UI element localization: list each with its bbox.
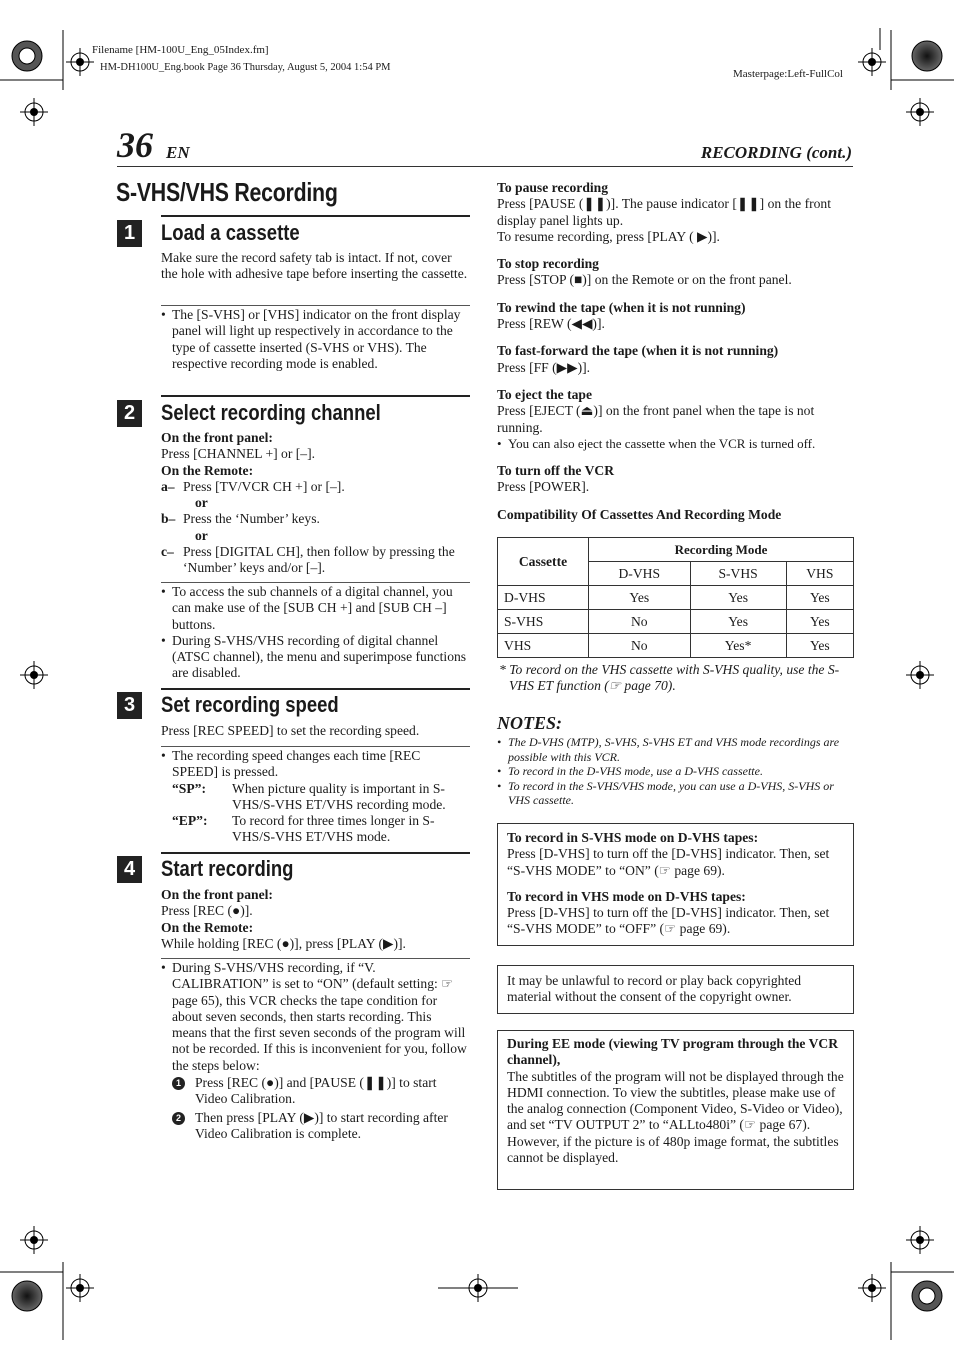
ee-mode-box — [497, 1030, 854, 1190]
pause-heading: To pause recording — [497, 180, 609, 195]
step1-body: Make sure the record safety tab is intact. If not, cover the hole with adhesive tape before inserting the cassette. — [161, 250, 468, 282]
step2-a-text: Press [TV/VCR CH +] or [–]. — [183, 478, 345, 494]
step4-rule — [161, 852, 470, 854]
step2-a-label: a– — [161, 478, 175, 494]
step4-title: Start recording — [161, 856, 294, 881]
step2-or1: or — [195, 495, 208, 511]
compat-table — [497, 537, 854, 658]
step1-rule — [161, 215, 470, 217]
note-item: • To record in the S-VHS/VHS mode, you can use a D-VHS, S-VHS or VHS cassette. — [497, 779, 849, 808]
table-col-dvhs: D-VHS — [589, 562, 691, 586]
step2-b-label: b– — [161, 511, 176, 527]
table-row-label: S-VHS — [498, 610, 589, 634]
eject-bullet: • You can also eject the cassette when the VCR is turned off. — [497, 436, 853, 452]
step3-number: 3 — [117, 692, 142, 719]
ee-mode-heading: During EE mode (viewing TV program through the VCR channel), — [507, 1036, 839, 1068]
table-col-vhs: VHS — [786, 562, 853, 586]
note-item: • To record in the D-VHS mode, use a D-VHS cassette. — [497, 764, 849, 779]
language-code: EN — [166, 143, 190, 162]
table-cell: Yes — [786, 634, 853, 658]
step2-front-label: On the front panel: — [161, 430, 273, 445]
table-cell: No — [589, 610, 691, 634]
step2-rule — [161, 395, 470, 397]
notes-title: NOTES: — [497, 713, 563, 733]
table-cell: Yes — [690, 610, 786, 634]
copyright-box — [497, 965, 854, 1014]
step2-content — [161, 430, 470, 577]
sp-label: “SP”: — [172, 780, 206, 796]
step3-rule — [161, 688, 470, 690]
table-cell: No — [589, 634, 691, 658]
table-row — [498, 586, 854, 610]
pause-text: Press [PAUSE (❚❚)]. The pause indicator [❚❚] on the front display panel lights up. — [497, 196, 831, 228]
substep1-text: Press [REC (●)] and [PAUSE (❚❚)] to start Video Calibration. — [195, 1075, 437, 1107]
step2-bullet-2: • During S-VHS/VHS recording of digital channel (ATSC channel), the menu and superimpose functions are disabled. — [161, 633, 470, 682]
notes-list — [497, 735, 849, 808]
step3-bullet-block — [161, 748, 465, 846]
table-cell: Yes — [786, 610, 853, 634]
ff-text: Press [FF (▶▶)]. — [497, 359, 591, 375]
ep-text: To record for three times longer in S-VHS/S-VHS ET/VHS mode. — [232, 813, 435, 845]
ff-heading: To fast-forward the tape (when it is not running) — [497, 343, 779, 359]
table-row-label: VHS — [498, 634, 589, 658]
step2-remote-label: On the Remote: — [161, 462, 254, 478]
eject-heading: To eject the tape — [497, 386, 593, 402]
stop-text: Press [STOP (■)] on the Remote or on the front panel. — [497, 272, 792, 288]
step2-or2: or — [195, 527, 208, 543]
table-header-cassette: Cassette — [498, 538, 589, 586]
step2-bullet-1: • To access the sub channels of a digital channel, you can make use of the [SUB CH +] and [SUB CH –] buttons. — [161, 584, 470, 633]
table-cell: Yes — [589, 586, 691, 610]
ee-mode-text: The subtitles of the program will not be displayed through the HDMI connection. To view the subtitles, please make use of the analog connection (Component Video, S-Video or Video), and set “TV OUTPUT 2” to “ALLto480i” (☞ page 67). — [507, 1068, 844, 1133]
page-number: 36 — [117, 125, 153, 165]
note-item: • The D-VHS (MTP), S-VHS, S-VHS ET and VHS mode recordings are possible with this VCR. — [497, 735, 849, 764]
table-row — [498, 634, 854, 658]
step4-bullet-block — [161, 960, 470, 1142]
step4-content — [161, 887, 470, 952]
step3-divider — [161, 746, 470, 747]
step4-front-label: On the front panel: — [161, 887, 273, 902]
table-row — [498, 610, 854, 634]
table-footnote: * To record on the VHS cassette with S-VHS quality, use the S-VHS ET function (☞ page 70). — [499, 662, 840, 694]
dvhs-tape-box-content — [507, 830, 845, 938]
substep1-number: 1 — [172, 1077, 185, 1090]
power-heading: To turn off the VCR — [497, 463, 615, 479]
ee-mode-content — [507, 1036, 845, 1166]
filename-meta: Filename [HM-100U_Eng_05Index.fm] — [92, 44, 269, 56]
step2-bullets — [161, 584, 470, 682]
ee-mode-text-2: However, if the picture is of 480p image format, the subtitles cannot be displayed. — [507, 1133, 839, 1166]
table-cell: Yes — [690, 586, 786, 610]
section-title: S-VHS/VHS Recording — [116, 177, 338, 207]
stop-heading: To stop recording — [497, 256, 599, 272]
step4-remote-label: On the Remote: — [161, 919, 254, 935]
masterpage-meta: Masterpage:Left-FullCol — [733, 68, 843, 80]
step1-divider — [161, 305, 470, 306]
step1-number: 1 — [117, 220, 142, 247]
step2-c-label: c– — [161, 544, 174, 560]
step1-title: Load a cassette — [161, 220, 300, 245]
copyright-text: It may be unlawful to record or play back copyrighted material without the consent of the copyright owner. — [507, 973, 802, 1005]
rewind-heading: To rewind the tape (when it is not running) — [497, 299, 746, 315]
sp-text: When picture quality is important in S-VHS/S-VHS ET/VHS recording mode. — [232, 780, 446, 812]
table-header-mode: Recording Mode — [589, 538, 854, 562]
header-rule — [117, 166, 853, 167]
step4-remote-text: While holding [REC (●)], press [PLAY (▶)]. — [161, 935, 406, 951]
step1-bullet: • The [S-VHS] or [VHS] indicator on the front display panel will light up respectively in accordance to the type of cassette inserted (S-VHS or VHS). The respective recording mode is enabled. — [161, 307, 470, 372]
table-cell: Yes* — [690, 634, 786, 658]
step4-front-text: Press [REC (●)]. — [161, 903, 253, 919]
step2-divider — [161, 582, 470, 583]
step4-number: 4 — [117, 856, 142, 883]
step2-b-text: Press the ‘Number’ keys. — [183, 511, 320, 527]
ep-label: “EP”: — [172, 813, 208, 829]
rewind-text: Press [REW (◀◀)]. — [497, 316, 605, 332]
step2-title: Select recording channel — [161, 400, 381, 425]
running-title: RECORDING (cont.) — [700, 143, 852, 162]
substep2-number: 2 — [172, 1112, 185, 1125]
step3-body: Press [REC SPEED] to set the recording speed. — [161, 723, 420, 738]
table-col-svhs: S-VHS — [690, 562, 786, 586]
substep2-text: Then press [PLAY (▶)] to start recording after Video Calibration is complete. — [195, 1109, 448, 1141]
eject-text: Press [EJECT (⏏)] on the front panel when the tape is not running. — [497, 403, 815, 435]
power-text: Press [POWER]. — [497, 479, 590, 495]
step2-number: 2 — [117, 400, 142, 427]
table-row-label: D-VHS — [498, 586, 589, 610]
step3-bullet: • The recording speed changes each time [REC SPEED] is pressed. — [161, 748, 465, 781]
step2-front-text: Press [CHANNEL +] or [–]. — [161, 446, 316, 462]
resume-text: To resume recording, press [PLAY ( ▶)]. — [497, 228, 720, 244]
table-cell: Yes — [786, 586, 853, 610]
step4-divider — [161, 958, 470, 959]
compat-heading: Compatibility Of Cassettes And Recording Mode — [497, 506, 782, 522]
vhs-on-dvhs-text: Press [D-VHS] to turn off the [D-VHS] indicator. Then, set “S-VHS MODE” to “OFF” (☞ page 69). — [507, 905, 830, 937]
step4-bullet: • During S-VHS/VHS recording, if “V. CALIBRATION” is set to “ON” (default setting: ☞ page 65), this VCR checks the tape condition for about seven seconds, then starts recording. This means that the first seven seconds of the program will not be recorded. If this is inconvenient for you, follow the steps below: — [161, 960, 468, 1074]
svhs-on-dvhs-heading: To record in S-VHS mode on D-VHS tapes: — [507, 830, 759, 845]
right-instructions — [497, 180, 853, 523]
step2-c-text: Press [DIGITAL CH], then follow by pressing the ‘Number’ keys and/or [–]. — [183, 544, 455, 576]
step3-title: Set recording speed — [161, 692, 339, 717]
dvhs-tape-box — [497, 823, 854, 946]
book-meta: HM-DH100U_Eng.book Page 36 Thursday, August 5, 2004 1:54 PM — [100, 62, 391, 73]
svhs-on-dvhs-text: Press [D-VHS] to turn off the [D-VHS] indicator. Then, set “S-VHS MODE” to “ON” (☞ page 69). — [507, 846, 830, 878]
vhs-on-dvhs-heading: To record in VHS mode on D-VHS tapes: — [507, 888, 746, 904]
